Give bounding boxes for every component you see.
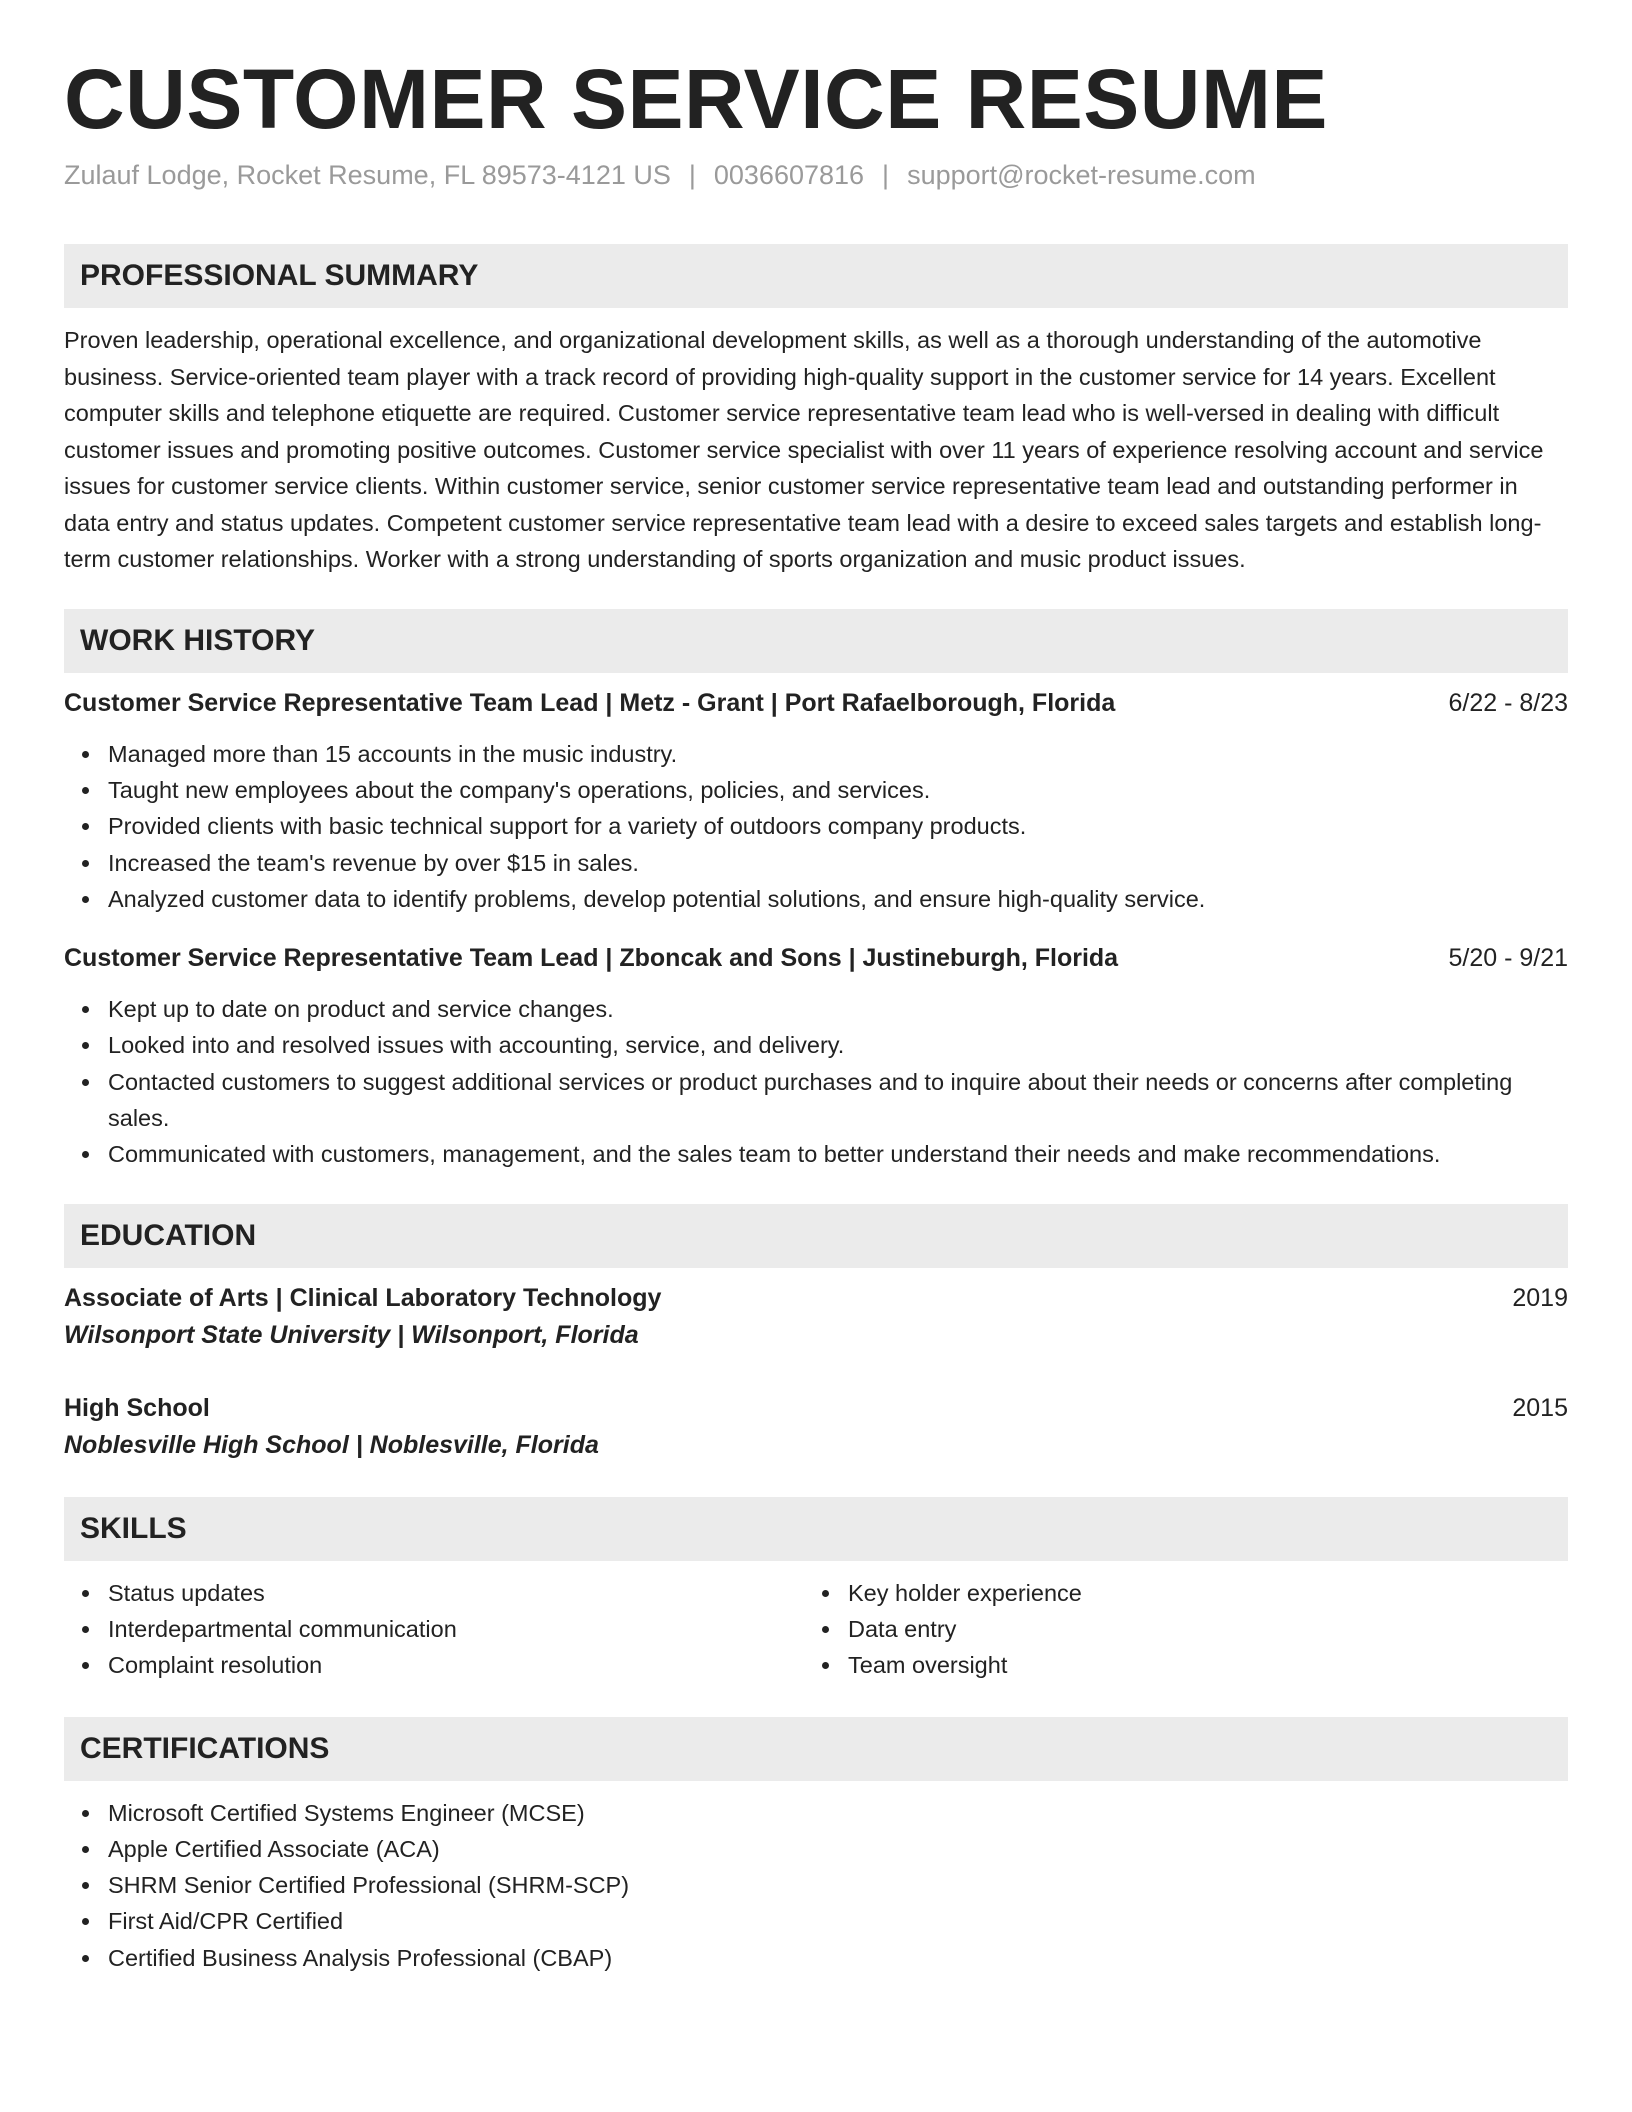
list-item: Certified Business Analysis Professional (CBAP) bbox=[108, 1940, 1568, 1976]
education-year: 2015 bbox=[1512, 1393, 1568, 1422]
list-item: First Aid/CPR Certified bbox=[108, 1903, 1568, 1939]
skills-list bbox=[64, 1575, 804, 1684]
list-item: Microsoft Certified Systems Engineer (MCSE) bbox=[108, 1795, 1568, 1831]
education-school: Wilsonport State University | Wilsonport, Florida bbox=[64, 1320, 639, 1349]
section-header-skills: SKILLS bbox=[64, 1497, 1568, 1561]
education-header bbox=[64, 1280, 1568, 1317]
section-header-certifications: CERTIFICATIONS bbox=[64, 1717, 1568, 1781]
list-item: Data entry bbox=[848, 1611, 1544, 1647]
job-entry bbox=[64, 685, 1568, 917]
job-header bbox=[64, 685, 1568, 722]
list-item: Contacted customers to suggest additional services or product purchases and to inquire about their needs or concerns after completing sales. bbox=[108, 1064, 1568, 1137]
list-item: Status updates bbox=[108, 1575, 804, 1611]
skills-column-right bbox=[804, 1575, 1544, 1684]
list-item: Team oversight bbox=[848, 1647, 1544, 1683]
list-item: Analyzed customer data to identify problems, develop potential solutions, and ensure high-quality service. bbox=[108, 881, 1568, 917]
education-entry bbox=[64, 1280, 1568, 1354]
section-header-work-history: WORK HISTORY bbox=[64, 609, 1568, 673]
skills-list bbox=[804, 1575, 1544, 1684]
certifications-list bbox=[64, 1795, 1568, 1976]
job-entry bbox=[64, 940, 1568, 1172]
job-bullets bbox=[64, 991, 1568, 1172]
list-item: Taught new employees about the company's operations, policies, and services. bbox=[108, 772, 1568, 808]
contact-email: support@rocket-resume.com bbox=[907, 160, 1256, 191]
education-degree: Associate of Arts | Clinical Laboratory Technology bbox=[64, 1283, 662, 1312]
job-bullets bbox=[64, 736, 1568, 917]
skills-column-left bbox=[64, 1575, 804, 1684]
list-item: SHRM Senior Certified Professional (SHRM-SCP) bbox=[108, 1867, 1568, 1903]
contact-separator: | bbox=[882, 160, 890, 191]
education-degree: High School bbox=[64, 1393, 210, 1422]
job-date: 5/20 - 9/21 bbox=[1448, 944, 1568, 973]
list-item: Communicated with customers, management, and the sales team to better understand their needs and make recommendations. bbox=[108, 1136, 1568, 1172]
summary-text: Proven leadership, operational excellence, and organizational development skills, as well as a thorough understanding of the automotive business. Service-oriented team player with a track record of providing high-quality support in the customer service for 14 years. Excellent computer skills and telephone etiquette are required. Customer service representative team lead who is well-versed in dealing with difficult customer issues and promoting positive outcomes. Customer service specialist with over 11 years of experience resolving account and service issues for customer service clients. Within customer service, senior customer service representative team lead and outstanding performer in data entry and status updates. Competent customer service representative team lead with a desire to exceed sales targets and establish long-term customer relationships. Worker with a strong understanding of sports organization and music product issues. bbox=[64, 327, 1544, 573]
contact-phone: 0036607816 bbox=[713, 160, 865, 191]
contact-address: Zulauf Lodge, Rocket Resume, FL 89573-4121 US bbox=[64, 160, 671, 191]
contact-separator: | bbox=[688, 160, 696, 191]
education-year: 2019 bbox=[1512, 1283, 1568, 1312]
list-item: Provided clients with basic technical support for a variety of outdoors company products. bbox=[108, 808, 1568, 844]
section-header-summary: PROFESSIONAL SUMMARY bbox=[64, 244, 1568, 308]
education-school: Noblesville High School | Noblesville, Florida bbox=[64, 1430, 599, 1459]
list-item: Apple Certified Associate (ACA) bbox=[108, 1831, 1568, 1867]
job-date: 6/22 - 8/23 bbox=[1448, 688, 1568, 717]
list-item: Key holder experience bbox=[848, 1575, 1544, 1611]
job-title: Customer Service Representative Team Lead | Zboncak and Sons | Justineburgh, Florida bbox=[64, 944, 1119, 973]
skills-grid bbox=[64, 1575, 1568, 1684]
resume-title: CUSTOMER SERVICE RESUME bbox=[64, 52, 1328, 146]
list-item: Complaint resolution bbox=[108, 1647, 804, 1683]
list-item: Interdepartmental communication bbox=[108, 1611, 804, 1647]
education-entry bbox=[64, 1390, 1568, 1464]
list-item: Looked into and resolved issues with accounting, service, and delivery. bbox=[108, 1027, 1568, 1063]
contact-line bbox=[64, 158, 1568, 193]
section-header-education: EDUCATION bbox=[64, 1204, 1568, 1268]
education-header bbox=[64, 1390, 1568, 1427]
list-item: Increased the team's revenue by over $15 in sales. bbox=[108, 845, 1568, 881]
list-item: Managed more than 15 accounts in the music industry. bbox=[108, 736, 1568, 772]
job-title: Customer Service Representative Team Lead | Metz - Grant | Port Rafaelborough, Florida bbox=[64, 688, 1116, 717]
list-item: Kept up to date on product and service changes. bbox=[108, 991, 1568, 1027]
job-header bbox=[64, 940, 1568, 977]
